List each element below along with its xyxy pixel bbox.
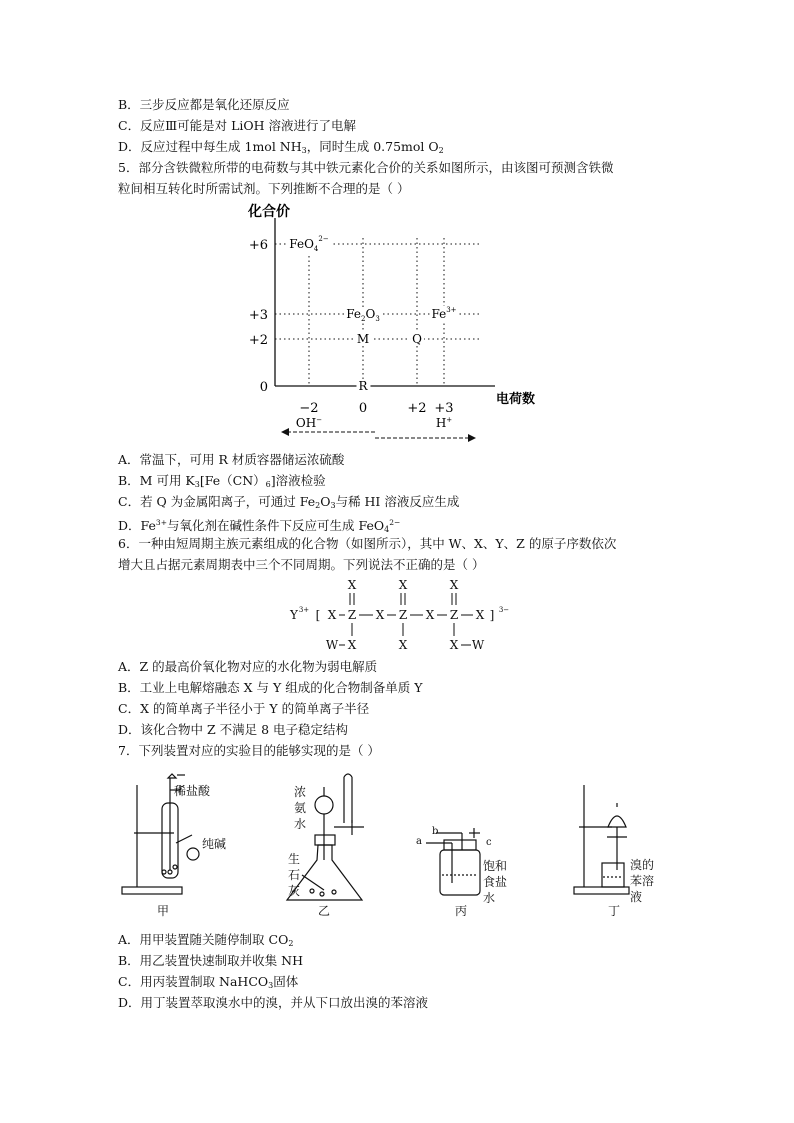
atom-z: Z (347, 608, 357, 622)
q7-option-b: B．用乙装置快速制取并收集 NH (118, 953, 303, 968)
subscript: 6 (265, 480, 271, 489)
text-part: A．用甲装置随关随停制取 CO (118, 932, 289, 947)
atom-x-top: X (449, 578, 459, 592)
q5-stem-line2: 粒间相互转化时所需试剂。下列推断不合理的是（ ） (118, 181, 410, 196)
subscript: 3 (330, 501, 336, 510)
q7-option-a (118, 932, 293, 952)
atom-w: W (325, 638, 339, 652)
label-dilute-hcl: 稀盐酸 (174, 784, 211, 798)
label-brine: 饱和食盐水 (483, 859, 508, 905)
y-tick-label: +6 (248, 238, 268, 253)
q5-option-b (118, 473, 326, 493)
option-d-line (118, 139, 444, 159)
q6-option-a: A．Z 的最高价氧化物对应的水化物为弱电解质 (118, 659, 378, 674)
subscript: 2 (315, 501, 321, 510)
text-part: 与氧化剂在碱性条件下反应可生成 FeO (166, 518, 385, 533)
data-point-label: M (356, 332, 370, 346)
text-part: ，同时生成 0.75mol O (306, 139, 439, 154)
superscript: 3+ (155, 518, 167, 527)
atom-x: X (425, 608, 435, 622)
text-part: O (320, 494, 331, 509)
y-axis-label: 化合价 (248, 204, 290, 220)
bracket-left: [ (315, 608, 321, 622)
atom-z: Z (449, 608, 459, 622)
text-part: D．反应过程中每生成 1mol NH (118, 139, 302, 154)
data-point-label: $Fe_2O_3$ (346, 307, 380, 323)
label-quicklime: 生石灰 (288, 852, 301, 898)
label-c: c (486, 837, 492, 848)
subscript: 4 (384, 525, 390, 534)
y-tick-label: 0 (259, 380, 268, 395)
caption-yi: 乙 (318, 904, 331, 918)
atom-x: X (375, 608, 385, 622)
compound-structure (282, 574, 512, 656)
text-part: D．Fe (118, 518, 156, 533)
text-part: C．用丙装置制取 NaHCO (118, 974, 269, 989)
valence-charge-chart (240, 198, 560, 448)
y-tick-label: +3 (248, 308, 268, 323)
atom-x-bottom: X (449, 638, 459, 652)
y-tick-label: +2 (248, 333, 268, 348)
label-a: a (416, 836, 422, 847)
data-point-label: $Fe^{3+}$ (431, 306, 457, 321)
q6-option-d: D．该化合物中 Z 不满足 8 电子稳定结构 (118, 722, 349, 737)
atom-w: W (471, 638, 485, 652)
q6-stem-line1: 6．一种由短周期主族元素组成的化合物（如图所示），其中 W、X、Y、Z 的原子序数依次 (118, 536, 617, 551)
q6-option-b: B．工业上电解熔融态 X 与 Y 组成的化合物制备单质 Y (118, 680, 423, 695)
apparatus-bing (426, 828, 480, 895)
atom-x-top: X (398, 578, 408, 592)
text-part: [Fe（CN） (199, 473, 266, 488)
q5-option-c (118, 494, 459, 514)
arrow-left-label: OH− (295, 416, 323, 430)
atom-x-bottom: X (398, 638, 408, 652)
q5-option-d (118, 515, 400, 538)
data-point-label: FeO$_4^{2-}$ (289, 235, 329, 253)
text-part: 与稀 HI 溶液反应生成 (335, 494, 460, 509)
atom-x-bottom: X (347, 638, 357, 652)
x-tick-label: +2 (407, 401, 427, 416)
data-point-label: R (358, 379, 368, 393)
option-b-line: B．三步反应都是氧化还原反应 (118, 97, 290, 112)
text-part: 固体 (273, 974, 299, 989)
q5-stem-line1: 5．部分含铁微粒所带的电荷数与其中铁元素化合价的关系如图所示，由该图可预测含铁微 (118, 160, 614, 175)
bracket-right: ] (489, 608, 495, 622)
x-tick-label: 0 (358, 401, 368, 416)
subscript: 3 (268, 981, 274, 990)
atom-x-top: X (347, 578, 357, 592)
label-soda: 纯碱 (202, 837, 227, 851)
cation-y: Y (290, 608, 298, 622)
anion-charge: 3− (498, 606, 510, 614)
q6-stem-line2: 增大且占据元素周期表中三个不同周期。下列说法不正确的是（ ） (118, 557, 485, 572)
label-conc-ammonia: 浓氨水 (294, 785, 307, 831)
q7-option-c (118, 974, 298, 994)
apparatus-ding (574, 785, 629, 894)
label-b: b (432, 826, 439, 837)
arrow-right-label: H+ (435, 416, 453, 430)
x-tick-label: +3 (434, 401, 454, 416)
superscript: 2− (389, 518, 401, 527)
option-c-line: C．反应Ⅲ可能是对 LiOH 溶液进行了电解 (118, 118, 357, 133)
x-axis-label: 电荷数 (496, 392, 536, 407)
text-part: ]溶液检验 (270, 473, 326, 488)
text-part: C．若 Q 为金属阳离子，可通过 Fe (118, 494, 316, 509)
caption-ding: 丁 (608, 904, 621, 918)
label-bromine-benzene: 溴的苯溶液 (630, 858, 655, 904)
subscript: 2 (438, 146, 444, 155)
x-tick-label: −2 (299, 401, 319, 416)
atom-z: Z (398, 608, 408, 622)
atom-x: X (475, 608, 485, 622)
subscript: 2 (288, 939, 294, 948)
atom-x: X (327, 608, 337, 622)
cation-charge: 3+ (298, 606, 310, 614)
text-part: B．M 可用 K (118, 473, 195, 488)
q7-stem: 7．下列装置对应的实验目的能够实现的是（ ） (118, 743, 380, 758)
subscript: 3 (194, 480, 200, 489)
caption-jia: 甲 (157, 904, 170, 918)
data-point-label: Q (412, 332, 422, 346)
q7-option-d: D．用丁装置萃取溴水中的溴，并从下口放出溴的苯溶液 (118, 995, 429, 1010)
subscript: 3 (301, 146, 307, 155)
q6-option-c: C．X 的简单离子半径小于 Y 的简单离子半径 (118, 701, 370, 716)
caption-bing: 丙 (455, 904, 468, 918)
q5-option-a: A．常温下，可用 R 材质容器储运浓硫酸 (118, 452, 345, 467)
